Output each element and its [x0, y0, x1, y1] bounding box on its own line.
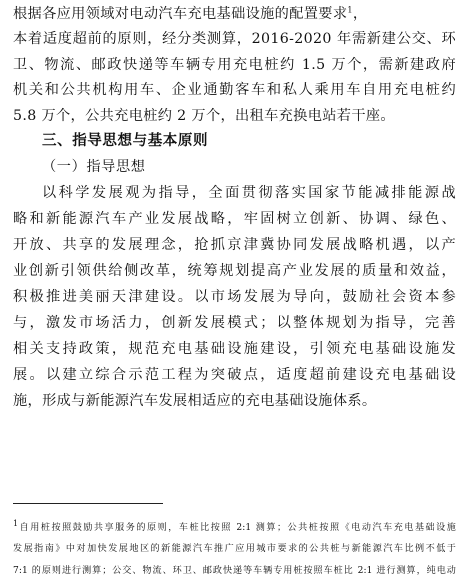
paragraph-2-line-3: 开放、共享的发展理念，抢抓京津冀协同发展战略机遇，以产	[13, 237, 456, 253]
paragraph-1-line-5: 5.8 万个，公共充电桩约 2 万个，出租车充换电站若干座。	[13, 108, 395, 124]
paragraph-2-line-9: 施，形成与新能源汽车发展相适应的充电基础设施体系。	[13, 393, 377, 409]
footnote-separator	[13, 503, 163, 504]
footnote-line-2: 发展指南》中对加快发展地区的新能源汽车推广应用城市要求的公共桩与新能源汽车比例不低于	[13, 544, 456, 554]
section-heading: 三、指导思想与基本原则	[42, 133, 209, 149]
footnote-line-1: $^1$自用桩按照鼓励共享服务的原则，车桩比按照 2:1 测算；公共桩按照《电动汽车充电基础设施	[13, 518, 456, 533]
paragraph-2-line-1: 以科学发展观为指导，全面贯彻落实国家节能减排能源战	[42, 185, 456, 201]
paragraph-1-line-1: 根据各应用领域对电动汽车充电基础设施的配置要求$^1$，	[13, 5, 368, 22]
paragraph-2-line-6: 与，激发市场活力，创新发展模式；以整体规划为指导，完善	[13, 315, 456, 331]
sub-heading: （一）指导思想	[42, 159, 146, 175]
paragraph-2-line-8: 展。以建立综合示范工程为突破点，适度超前建设充电基础设	[13, 367, 456, 383]
paragraph-2-line-7: 相关支持政策，规范充电基础设施建设，引领充电基础设施发	[13, 341, 456, 357]
paragraph-2-line-5: 积极推进美丽天津建设。以市场发展为导向，鼓励社会资本参	[13, 289, 456, 305]
paragraph-2-line-4: 业创新引领供给侧改革，统筹规划提高产业发展的质量和效益，	[13, 263, 456, 279]
footnote-line-3: 7:1 的原则进行测算；公交、物流、环卫、邮政快递等车辆专用桩按照车桩比 2:1 进行测算，纯电动	[13, 566, 456, 576]
paragraph-1-line-2: 本着适度超前的原则，经分类测算，2016-2020 年需新建公交、环	[13, 31, 456, 47]
paragraph-1-line-3: 卫、物流、邮政快递等车辆专用充电桩约 1.5 万个，需新建政府	[13, 57, 456, 73]
paragraph-2-line-2: 略和新能源汽车产业发展战略，牢固树立创新、协调、绿色、	[13, 211, 456, 227]
footnote-marker: 1	[13, 518, 19, 528]
paragraph-1-line-4: 机关和公共机构用车、企业通勤客车和私人乘用车自用充电桩约	[13, 82, 456, 98]
footnote-reference[interactable]: 1	[347, 5, 353, 15]
